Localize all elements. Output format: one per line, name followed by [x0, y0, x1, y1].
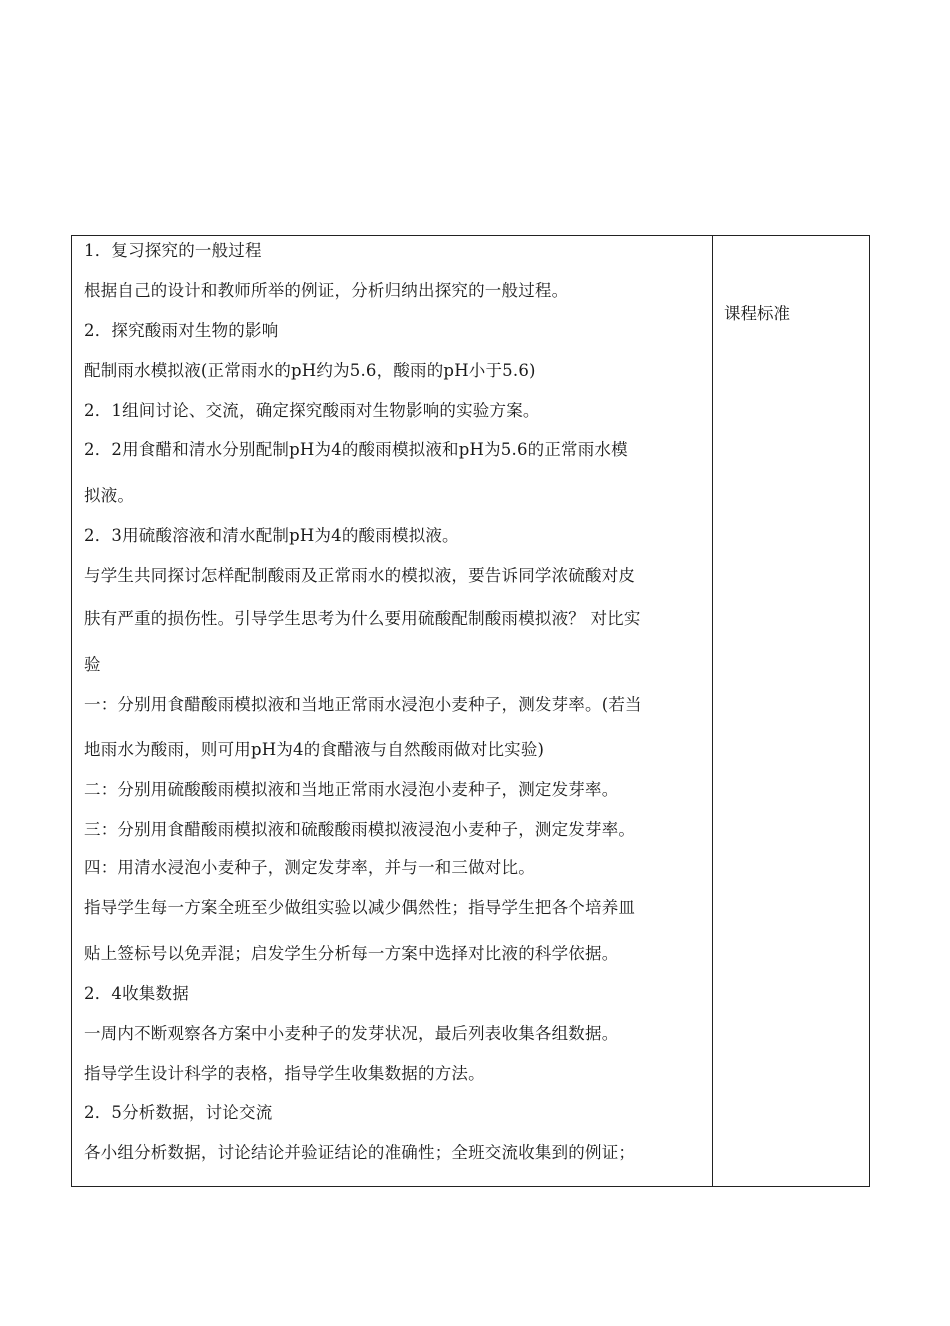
- content-line: 拟液。: [84, 486, 135, 505]
- content-line: 2．1组间讨论、交流，确定探究酸雨对生物影响的实验方案。: [84, 401, 540, 420]
- content-line: 一：分别用食醋酸雨模拟液和当地正常雨水浸泡小麦种子，测发芽率。(若当: [84, 695, 642, 714]
- content-line: 2．4收集数据: [84, 984, 189, 1003]
- content-line: 一周内不断观察各方案中小麦种子的发芽状况，最后列表收集各组数据。: [84, 1024, 619, 1043]
- content-line: 肤有严重的损伤性。引导学生思考为什么要用硫酸配制酸雨模拟液？ 对比实: [84, 609, 641, 628]
- teaching-content-cell: [72, 236, 713, 1186]
- content-line: 指导学生每一方案全班至少做组实验以减少偶然性；指导学生把各个培养皿: [84, 898, 636, 917]
- content-line: 贴上签标号以免弄混；启发学生分析每一方案中选择对比液的科学依据。: [84, 944, 619, 963]
- content-line: 与学生共同探讨怎样配制酸雨及正常雨水的模拟液，要告诉同学浓硫酸对皮: [84, 566, 636, 585]
- notes-cell: [713, 236, 869, 1186]
- content-line: 指导学生设计科学的表格，指导学生收集数据的方法。: [84, 1064, 485, 1083]
- content-line: 地雨水为酸雨，则可用pH为4的食醋液与自然酸雨做对比实验): [84, 740, 545, 759]
- content-line: 根据自己的设计和教师所举的例证，分析归纳出探究的一般过程。: [84, 281, 569, 300]
- content-line: 配制雨水模拟液(正常雨水的pH约为5.6，酸雨的pH小于5.6): [84, 361, 536, 380]
- content-line: 二：分别用硫酸酸雨模拟液和当地正常雨水浸泡小麦种子，测定发芽率。: [84, 780, 619, 799]
- content-line: 四：用清水浸泡小麦种子，测定发芽率，并与一和三做对比。: [84, 858, 535, 877]
- content-line: 各小组分析数据，讨论结论并验证结论的准确性；全班交流收集到的例证；: [84, 1143, 636, 1162]
- content-line: 2．探究酸雨对生物的影响: [84, 321, 279, 340]
- content-line: 2．3用硫酸溶液和清水配制pH为4的酸雨模拟液。: [84, 526, 459, 545]
- content-line: 2．5分析数据，讨论交流: [84, 1103, 273, 1122]
- lesson-table: [71, 235, 870, 1187]
- curriculum-standard-label: 课程标准: [724, 304, 790, 323]
- content-line: 1．复习探究的一般过程: [84, 241, 262, 260]
- content-line: 2．2用食醋和清水分别配制pH为4的酸雨模拟液和pH为5.6的正常雨水模: [84, 440, 628, 459]
- content-line: 验: [84, 655, 101, 674]
- content-line: 三：分别用食醋酸雨模拟液和硫酸酸雨模拟液浸泡小麦种子，测定发芽率。: [84, 820, 636, 839]
